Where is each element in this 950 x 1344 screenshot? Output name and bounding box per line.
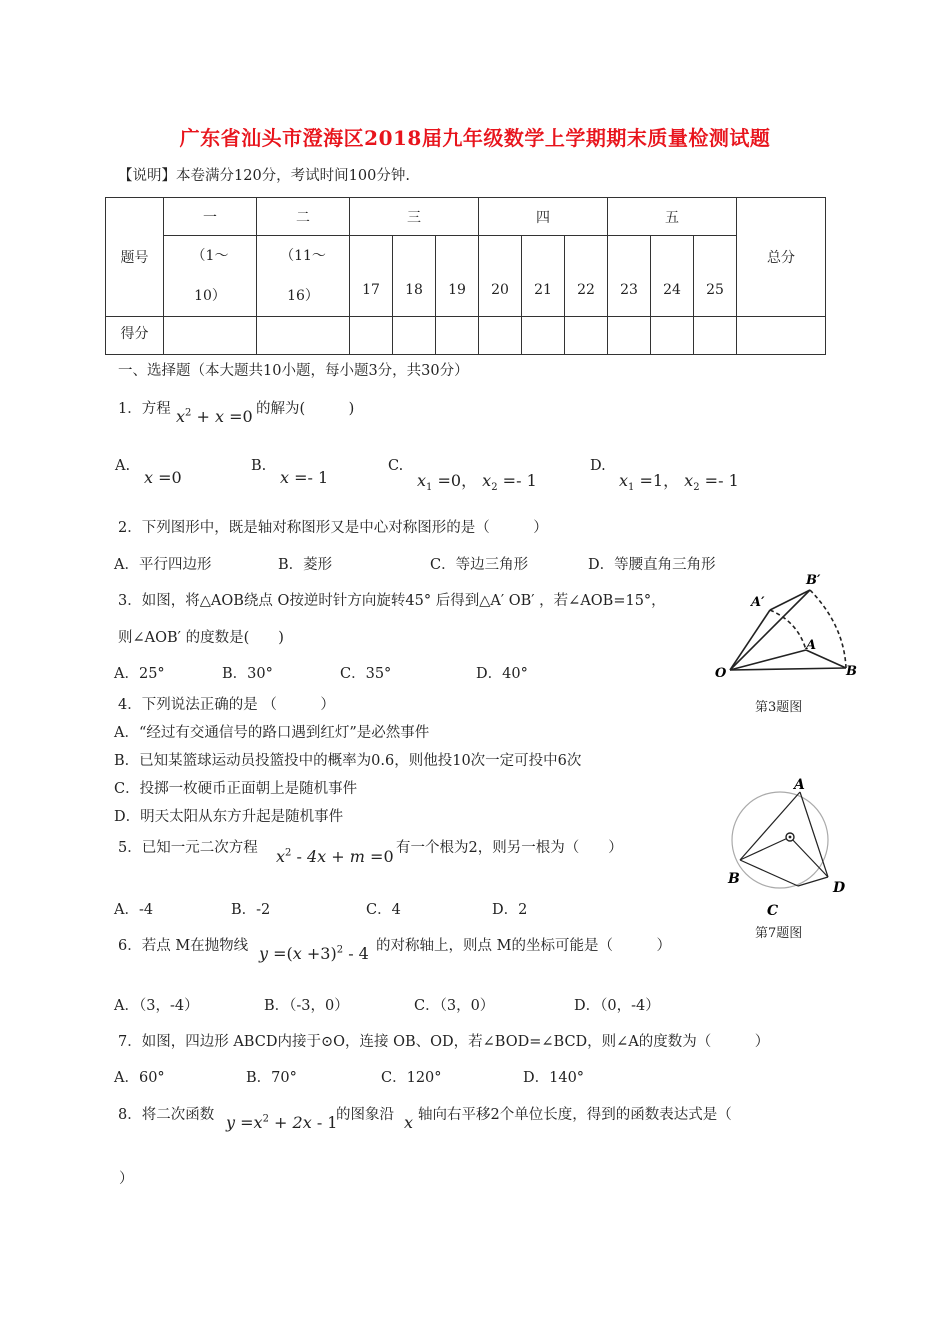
figure-3 (706, 570, 872, 686)
figure-7-caption: 第7题图 (755, 926, 803, 941)
q3-option-a: A．25° (114, 666, 165, 682)
group-2: 二 (257, 198, 350, 236)
group-2-range: （11～ 16） (257, 236, 350, 317)
q4-option-d: D．明天太阳从东方升起是随机事件 (114, 809, 344, 825)
q7-option-b: B．70° (246, 1070, 297, 1086)
q4-option-c: C．投掷一枚硬币正面朝上是随机事件 (114, 781, 358, 797)
q2-option-b: B．菱形 (278, 557, 333, 573)
fig3-label-a: A (806, 638, 817, 653)
q7-option-a: A．60° (114, 1070, 165, 1086)
question-number: 24 (651, 236, 694, 317)
q6-option-d: D．（0，-4） (574, 998, 660, 1014)
q7-option-c: C．120° (381, 1070, 442, 1086)
q5-option-d: D．2 (492, 902, 528, 918)
score-cell[interactable] (565, 317, 608, 355)
section-heading: 一、选择题（本大题共10小题，每小题3分，共30分） (118, 363, 469, 379)
fig3-label-b: B (846, 664, 857, 679)
group-5: 五 (608, 198, 737, 236)
fig3-label-b-prime: B′ (806, 573, 821, 588)
q3-line2: 则∠AOB′ 的度数是( ) (118, 630, 284, 646)
exam-note: 【说明】本卷满分120分，考试时间100分钟. (118, 168, 410, 184)
total-label: 总分 (737, 198, 826, 317)
q4-option-b: B．已知某篮球运动员投篮投中的概率为0.6，则他投10次一定可投中6次 (114, 753, 582, 769)
q1-option-d-label: D. (590, 458, 606, 474)
group-1: 一 (164, 198, 257, 236)
q3-option-d: D．40° (476, 666, 528, 682)
q6-stem-a: 6．若点 M在抛物线 (118, 938, 249, 954)
page-title: 广东省汕头市澄海区2018届九年级数学上学期期末质量检测试题 (179, 126, 771, 150)
q2-option-d: D．等腰直角三角形 (588, 557, 716, 573)
group-1-range: （1～ 10） (164, 236, 257, 317)
fig7-label-a: A (794, 777, 805, 793)
q2-stem: 2．下列图形中，既是轴对称图形又是中心对称图形的是（ ） (118, 520, 548, 536)
q4-option-a: A．“经过有交通信号的路口遇到红灯”是必然事件 (114, 725, 430, 741)
q1-stem-b: 的解为( ) (256, 401, 355, 417)
header-label: 题号 (106, 198, 164, 317)
score-cell[interactable] (608, 317, 651, 355)
q8-stem-c: 轴向右平移2个单位长度，得到的函数表达式是（ (418, 1107, 732, 1123)
q5-option-a: A．-4 (114, 902, 154, 918)
score-cell[interactable] (257, 317, 350, 355)
q6-option-b: B．（-3，0） (264, 998, 349, 1014)
q6-stem-b: 的对称轴上，则点 M的坐标可能是（ ） (376, 938, 671, 954)
score-cell[interactable] (737, 317, 826, 355)
q5-option-b: B．-2 (231, 902, 271, 918)
q2-option-c: C．等边三角形 (430, 557, 529, 573)
fig3-label-a-prime: A′ (751, 595, 765, 610)
question-number: 19 (436, 236, 479, 317)
score-cell[interactable] (479, 317, 522, 355)
q8-stem-d: ） (119, 1171, 134, 1187)
q1-stem-a: 1．方程 (118, 401, 171, 417)
q1-option-a-math: x =0 (144, 468, 182, 487)
q3-line1: 3．如图，将△AOB绕点 O按逆时针方向旋转45° 后得到△A′ OB′ ，若∠AOB=15°， (118, 593, 666, 609)
q7-stem: 7．如图，四边形 ABCD内接于⊙O，连接 OB、OD，若∠BOD=∠BCD，则∠A的度数为（ ） (118, 1034, 770, 1050)
q2-option-a: A．平行四边形 (114, 557, 212, 573)
score-cell[interactable] (522, 317, 565, 355)
q1-option-a-label: A. (115, 458, 131, 474)
group-3: 三 (350, 198, 479, 236)
score-cell[interactable] (436, 317, 479, 355)
figure-3-caption: 第3题图 (755, 700, 803, 715)
question-number: 22 (565, 236, 608, 317)
q5-option-c: C．4 (366, 902, 401, 918)
question-number: 17 (350, 236, 393, 317)
fig7-label-c: C (767, 903, 779, 919)
q8-stem-a: 8．将二次函数 (118, 1107, 215, 1123)
figure-7 (718, 772, 852, 920)
q1-option-b-label: B. (251, 458, 267, 474)
fig7-label-b: B (728, 871, 740, 887)
q5-equation: $x^2 - 4x + m =0$ (276, 847, 394, 866)
q4-stem: 4．下列说法正确的是 （ ） (118, 697, 335, 713)
q5-stem-b: 有一个根为2，则另一根为（ ） (396, 840, 623, 856)
q1-option-c-label: C. (388, 458, 404, 474)
question-number: 21 (522, 236, 565, 317)
q8-equation: $y =x^2 + 2x - 1$ (226, 1113, 338, 1132)
score-label: 得分 (106, 317, 164, 355)
q3-option-c: C．35° (340, 666, 392, 682)
score-table (105, 197, 826, 355)
question-number: 25 (694, 236, 737, 317)
fig3-label-o: O (715, 666, 727, 681)
q6-option-c: C．（3，0） (414, 998, 495, 1014)
fig7-label-d: D (833, 880, 846, 896)
group-4: 四 (479, 198, 608, 236)
q6-equation: $y =(x +3)^2 - 4$ (259, 944, 369, 963)
q1-option-c-math: $x_1 =0$， $x_2 =- 1$ (417, 471, 537, 494)
q7-option-d: D．140° (523, 1070, 585, 1086)
q3-option-b: B．30° (222, 666, 273, 682)
question-number: 20 (479, 236, 522, 317)
question-number: 23 (608, 236, 651, 317)
score-cell[interactable] (651, 317, 694, 355)
score-cell[interactable] (164, 317, 257, 355)
q8-x-axis: x (404, 1113, 414, 1132)
score-cell[interactable] (694, 317, 737, 355)
question-number: 18 (393, 236, 436, 317)
q6-option-a: A．（3，-4） (114, 998, 199, 1014)
q1-option-b-math: x =- 1 (280, 468, 329, 487)
q8-stem-b: 的图象沿 (336, 1107, 394, 1123)
q1-equation: $x^2 + x =0$ (176, 407, 253, 426)
q1-option-d-math: $x_1 =1$， $x_2 =- 1$ (619, 471, 739, 494)
score-cell[interactable] (393, 317, 436, 355)
score-cell[interactable] (350, 317, 393, 355)
q5-stem-a: 5．已知一元二次方程 (118, 840, 258, 856)
